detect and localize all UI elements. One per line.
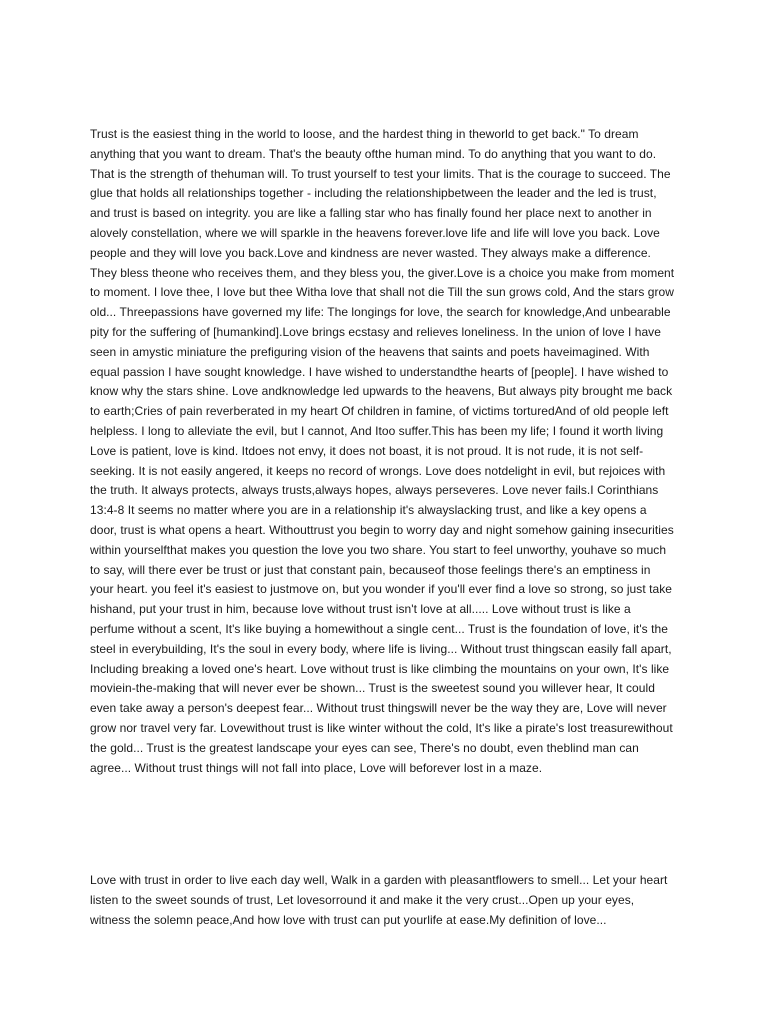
body-paragraph-love-with-trust: Love with trust in order to live each day well, Walk in a garden with pleasantflowers to smell... Let your heart listen to the sweet sounds of trust, Let lovesorround it and make it the very crust...Open up your eyes, witness the solemn peace,And how love with trust can put yourlife at ease.My definition of love... xyxy=(90,873,668,927)
body-paragraph-trust: Trust is the easiest thing in the world to loose, and the hardest thing in theworld to get back." To dream anything that you want to dream. That's the beauty ofthe human mind. To do anything that you want to do. That is the strength of thehuman will. To trust yourself to test your limits. That is the courage to succeed. The glue that holds all relationships together - including the relationshipbetween the leader and the led is trust, and trust is based on integrity. you are like a falling star who has finally found her place next to another in alovely constellation, where we will sparkle in the heavens forever.love life and life will love you back. Love people and they will love you back.Love and kindness are never wasted. They always make a difference. They bless theone who receives them, and they bless you, the giver.Love is a choice you make from moment to moment. I love thee, I love but thee Witha love that shall not die Till the sun grows cold, And the stars grow old... Threepassions have governed my life: The longings for love, the search for knowledge,And unbearable pity for the suffering of [humankind].Love brings ecstasy and relieves loneliness. In the union of love I have seen in amystic miniature the prefiguring vision of the heavens that saints and poets haveimagined. With equal passion I have sought knowledge. I have wished to understandthe hearts of [people]. I have wished to know why the stars shine. Love andknowledge led upwards to the heavens, But always pity brought me back to earth;Cries of pain reverberated in my heart Of children in famine, of victims torturedAnd of old people left helpless. I long to alleviate the evil, but I cannot, And Itoo suffer.This has been my life; I found it worth living Love is patient, love is kind. Itdoes not envy, it does not boast, it is not proud. It is not rude, it is not self-seeking. It is not easily angered, it keeps no record of wrongs. Love does notdelight in evil, but rejoices with the truth. It always protects, always trusts,always hopes, always perseveres. Love never fails.I Corinthians 13:4-8 It seems no matter where you are in a relationship it's alwayslacking trust, and like a key opens a door, trust is what opens a heart. Withouttrust you begin to worry day and night somehow gaining insecurities within yourselfthat makes you question the love you two share. You start to feel unworthy, youhave so much to say, will there ever be trust or just that constant pain, becauseof those feelings there's an emptiness in your heart. you feel it's easiest to justmove on, but you wonder if you'll ever find a love so strong, so just take hishand, put your trust in him, because love without trust isn't love at all..... Love without trust is like a perfume without a scent, It's like buying a homewithout a single cent... Trust is the foundation of love, it's the steel in everybuilding, It's the soul in every body, where life is living... Without trust thingscan easily fall apart, Including breaking a loved one's heart. Love without trust is like climbing the mountains on your own, It's like moviein-the-making that will never ever be shown... Trust is the sweetest sound you willever hear, It could even take away a person's deepest fear... Without trust thingswill never be the way they are, Love will never grow nor travel very far. Lovewithout trust is like winter without the cold, It's like a pirate's lost treasurewithout the gold... Trust is the greatest landscape your eyes can see, There's no doubt, even theblind man can agree... Without trust things will not fall into place, Love will beforever lost in a maze. xyxy=(90,127,675,775)
